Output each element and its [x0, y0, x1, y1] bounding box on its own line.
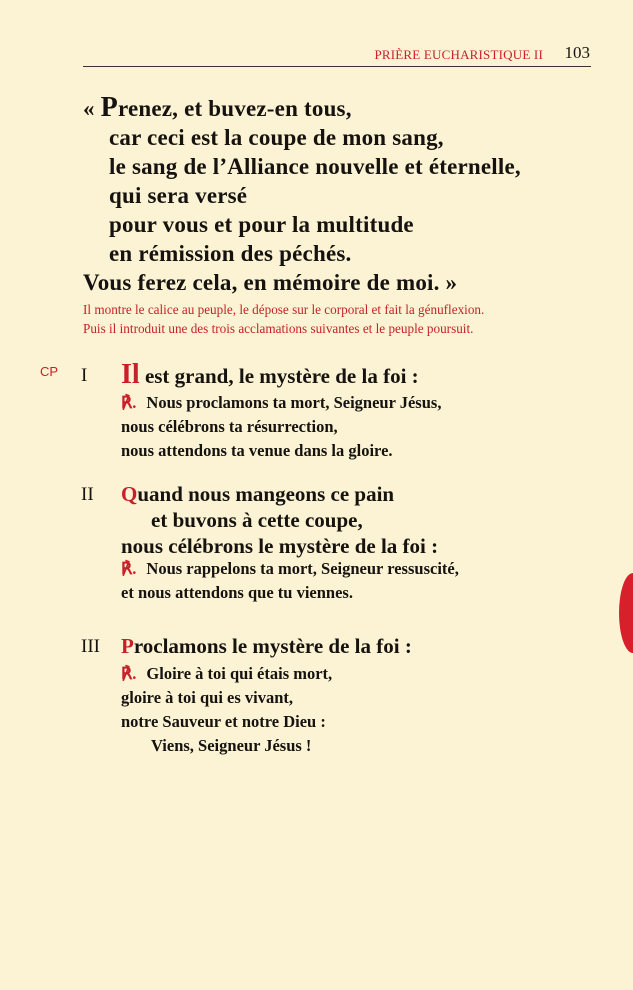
consecration-line-5: pour vous et pour la multitude [109, 212, 414, 237]
initial-letter: Q [121, 482, 138, 506]
initial-letter: P [121, 634, 134, 658]
acclamation-numeral-1: I [81, 365, 88, 386]
consecration-line-4: qui sera versé [109, 183, 248, 208]
consecration-line-6: en rémission des péchés. [109, 241, 352, 266]
running-header [83, 40, 591, 67]
acclamation-2-response: ℟. Nous rappelons ta mort, Seigneur ressuscité, et nous attendons que tu viennes. [121, 559, 459, 602]
consecration-line-7: Vous ferez cela, en mémoire de moi. » [83, 270, 458, 295]
rubric-line-2: Puis il introduit une des trois acclamations suivantes et le peuple poursuit. [83, 320, 474, 336]
celebrant-marker: CP [40, 364, 59, 379]
acclamation-numeral-2: II [81, 484, 94, 505]
response-symbol: ℟. [121, 393, 137, 412]
rubric-line-1: Il montre le calice au peuple, le dépose sur le corporal et fait la génuflexion. [83, 302, 485, 317]
running-title: PRIÈRE EUCHARISTIQUE II [374, 47, 543, 62]
consecration-text [83, 93, 521, 297]
consecration-line-1: « Prenez, et buvez-en tous, [83, 92, 352, 123]
acclamation-1-invitation: Il est grand, le mystère de la foi : [121, 359, 419, 390]
initial-letter: P [100, 92, 118, 123]
page-number: 103 [564, 43, 590, 62]
consecration-line-3: le sang de l’Alliance nouvelle et éternelle, [109, 154, 521, 179]
initial-letter: Il [121, 359, 140, 390]
acclamation-numeral-3: III [81, 636, 100, 657]
response-symbol: ℟. [121, 664, 137, 683]
consecration-line-2: car ceci est la coupe de mon sang, [109, 125, 444, 150]
acclamation-3-invitation: Proclamons le mystère de la foi : [121, 634, 412, 658]
acclamation-2-invitation: Quand nous mangeons ce pain et buvons à cette coupe, nous célébrons le mystère de la foi : [121, 482, 439, 558]
acclamation-3-response: ℟. Gloire à toi qui étais mort, gloire à toi qui es vivant, notre Sauveur et notre Dieu : Viens, Seigneur Jésus ! [121, 664, 333, 755]
rubric-instructions [83, 301, 603, 338]
acclamation-1-response: ℟. Nous proclamons ta mort, Seigneur Jésus, nous célébrons ta résurrection, nous attendons ta venue dans la gloire. [121, 393, 442, 460]
section-thumb-tab [619, 573, 633, 653]
response-symbol: ℟. [121, 559, 137, 578]
